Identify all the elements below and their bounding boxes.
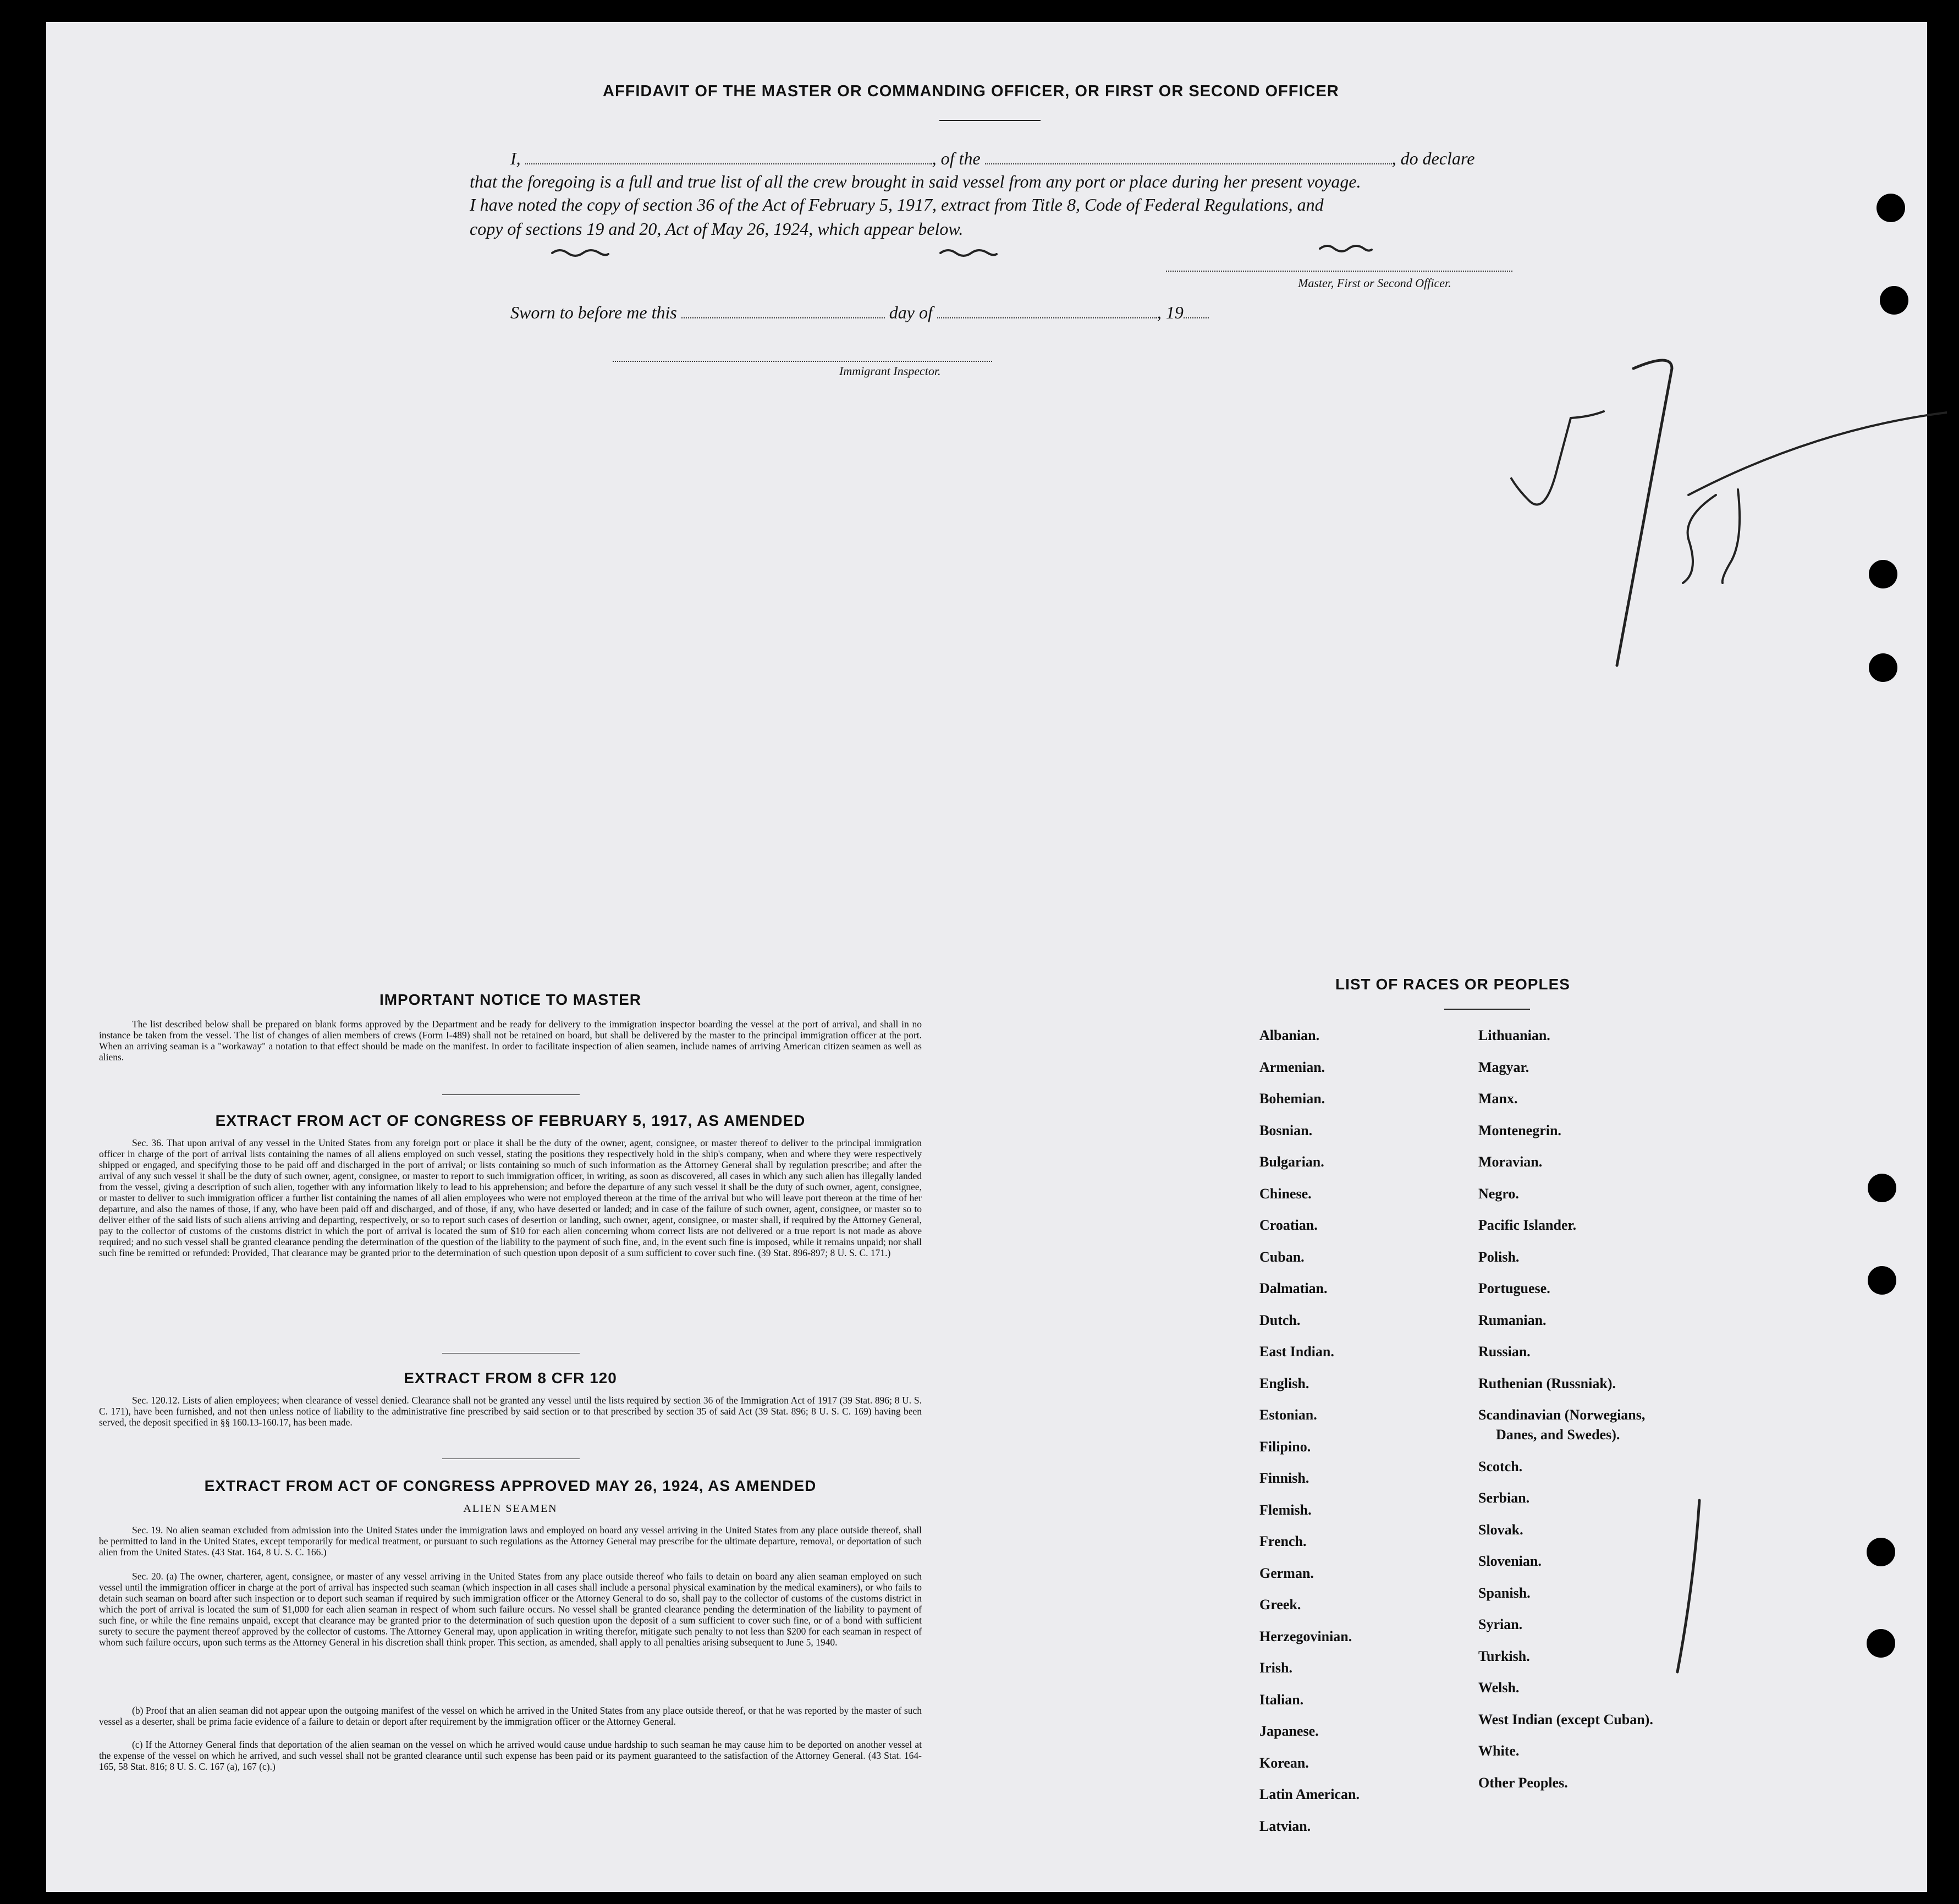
signature-mark xyxy=(1318,242,1373,255)
extract-cfr-title: EXTRACT FROM 8 CFR 120 xyxy=(404,1369,617,1386)
race-item: Danes, and Swedes). xyxy=(1496,1427,1620,1443)
race-item: Cuban. xyxy=(1259,1248,1305,1265)
affidavit-line-4: copy of sections 19 and 20, Act of May 26, 1924, which appear below. xyxy=(470,219,964,239)
extract-1917-text: Sec. 36. That upon arrival of any vessel in the United States from any foreign port or place it shall be the duty of the owner, agent, consignee, or master thereof to deliver to the principal immigration officer in charge of the port of arrival lists containing the names of all aliens employed on such vessel, stating the positions they respectively hold in the ship's company, when and where they were respectively shipped or engaged, and specifying those to be paid off and discharged in the port of arrival; or lists containing so much of such information as the Attorney General shall by regulation prescribe; and after the arrival of any such vessel it shall be the duty of such owner, agent, consignee, or master to report to such immigration officer, in writing, as soon as discovered, all cases in which any such alien has illegally landed from the vessel, giving a description of such alien, together with any information likely to lead to his apprehension; and before the departure of any such vessel it shall be the duty of such owner, agent, consignee, or master to deliver to such immigration officer a further list containing the names of all alien employees who were not employed thereon at the time of the arrival but who will leave port thereon at the time of her departure, and also the names of those, if any, who have been paid off and discharged, and of those, if any, who have deserted or landed; and in case of the failure of such owner, agent, consignee, or master so to deliver either of the said lists of such aliens arriving and departing, respectively, or so to report such cases of desertion or landing, such owner, agent, consignee, or master shall, if required by the Attorney General, pay to the collector of customs of the customs district in which the port of arrival is located the sum of $10 for each alien concerning whom correct lists are not delivered or a true report is not made as above required; and no such vessel shall be granted clearance pending the determination of the question of the liability to the payment of such fine, and, in the event such fine is imposed, while it remains unpaid; nor shall such fine be remitted or refunded: Provided, That clearance may be granted prior to the determination of such question upon deposit of a sum sufficient to cover such fine. (39 Stat. 896-897; 8 U. S. C. 171.) xyxy=(99,1137,922,1258)
affidavit-line-3: I have noted the copy of section 36 of the Act of February 5, 1917, extract from Title 8, Code of Federal Regulations, and xyxy=(470,195,1324,214)
race-item: Portuguese. xyxy=(1478,1280,1550,1296)
race-item: Magyar. xyxy=(1478,1059,1529,1075)
binder-hole xyxy=(1880,286,1908,315)
binder-hole xyxy=(1867,1538,1895,1566)
race-item: Dalmatian. xyxy=(1259,1280,1328,1296)
binder-hole xyxy=(1868,1174,1896,1202)
race-item: French. xyxy=(1259,1533,1307,1549)
race-item: Korean. xyxy=(1259,1754,1309,1771)
race-item: German. xyxy=(1259,1565,1314,1581)
handwritten-mark-5-15 xyxy=(1507,352,1947,682)
binder-hole xyxy=(1867,1629,1895,1658)
race-item: Latin American. xyxy=(1259,1786,1360,1802)
declarant-name-field[interactable] xyxy=(525,150,932,164)
affidavit-line-1 xyxy=(510,146,1517,170)
sworn-label: Sworn to before me this xyxy=(510,302,677,322)
extract-1924-sec20c: (c) If the Attorney General finds that deportation of the alien seaman on the vessel on which he arrived would cause undue hardship to such seaman he may cause him to be deported on another vessel at the expense of the vessel on which he arrived, and such vessel shall not be granted clearance until such expense has been paid or its payment guaranteed to the satisfaction of the Attorney General. (43 Stat. 164-165, 58 Stat. 816; 8 U. S. C. 167 (a), 167 (c).) xyxy=(99,1739,922,1772)
race-item: Scotch. xyxy=(1478,1458,1523,1474)
race-item: Slovak. xyxy=(1478,1521,1523,1538)
race-item: Armenian. xyxy=(1259,1059,1325,1075)
extract-cfr-text: Sec. 120.12. Lists of alien employees; when clearance of vessel denied. Clearance shall not be granted any vessel until the lists required by section 36 of the Immigration Act of 1917 (39 Stat. 896; 8 U. S. C. 171), have been furnished, and not then unless notice of liability to the administrative fine prescribed by said section or to that prescribed by section 35 of said Act (39 Stat. 896; 8 U. S. C. 169) having been served, the deposit specified in §§ 160.13-160.17, has been made. xyxy=(99,1395,922,1428)
binder-hole xyxy=(1877,194,1905,222)
sworn-year-field[interactable] xyxy=(1184,304,1209,318)
handwritten-vertical-mark xyxy=(1672,1496,1705,1677)
inspector-label: Immigrant Inspector. xyxy=(839,364,941,378)
race-item: Spanish. xyxy=(1478,1584,1531,1601)
race-item: Other Peoples. xyxy=(1478,1774,1568,1791)
of-the-label: , of the xyxy=(932,148,981,168)
race-item: Welsh. xyxy=(1478,1680,1520,1696)
races-title: LIST OF RACES OR PEOPLES xyxy=(1335,976,1570,993)
race-item: Rumanian. xyxy=(1478,1312,1547,1328)
race-item: English. xyxy=(1259,1375,1309,1391)
year-label: , 19 xyxy=(1157,302,1184,322)
race-item: Serbian. xyxy=(1478,1490,1530,1506)
race-item: Japanese. xyxy=(1259,1723,1319,1739)
race-item: Bosnian. xyxy=(1259,1122,1313,1138)
race-item: Herzegovinian. xyxy=(1259,1628,1352,1644)
race-item: Scandinavian (Norwegians, xyxy=(1478,1407,1646,1423)
race-item: Pacific Islander. xyxy=(1478,1217,1577,1233)
race-item: Bohemian. xyxy=(1259,1091,1325,1107)
race-item: Albanian. xyxy=(1259,1027,1320,1043)
signature-mark xyxy=(938,246,999,260)
race-item: Dutch. xyxy=(1259,1312,1301,1328)
race-item: Manx. xyxy=(1478,1091,1518,1107)
affidavit-line-2: that the foregoing is a full and true list of all the crew brought in said vessel from any port or place during her present voyage. xyxy=(470,172,1361,191)
race-item: Moravian. xyxy=(1478,1154,1543,1170)
race-item: Polish. xyxy=(1478,1248,1520,1265)
race-item: Slovenian. xyxy=(1478,1553,1542,1569)
extract-1924-sec19: Sec. 19. No alien seaman excluded from admission into the United States under the immigration laws and employed on board any vessel arriving in the United States from any place outside thereof, shall be permitted to land in the United States, except temporarily for medical treatment, or pursuant to such regulations as the Attorney General may prescribe for the ultimate departure, removal, or deportation of such alien from the United States. (43 Stat. 164, 8 U. S. C. 166.) xyxy=(99,1525,922,1558)
title-underline xyxy=(939,120,1041,121)
race-item: Flemish. xyxy=(1259,1501,1312,1518)
extract-1924-sec20b: (b) Proof that an alien seaman did not appear upon the outgoing manifest of the vessel on which he arrived in the United States from any place outside thereof, or that he was reported by the master of such vessel as a deserter, shall be prima facie evidence of a failure to detain or deport after requirement by the immigration officer or the Attorney General. xyxy=(99,1705,922,1727)
notice-text: The list described below shall be prepared on blank forms approved by the Department and be ready for delivery to the immigration inspector boarding the vessel at the port of arrival, and shall in no instance be taken from the vessel. The list of changes of alien members of crews (Form I-489) shall not be retained on board, but shall be delivered by the master to the principal immigration officer at the port. When an arriving seaman is a "workaway" a notation to that effect should be made on the manifest. In order to facilitate inspection of alien seamen, include names of arriving American citizen seamen as well as aliens. xyxy=(99,1019,922,1063)
race-item: Montenegrin. xyxy=(1478,1122,1561,1138)
race-item: Chinese. xyxy=(1259,1185,1312,1202)
do-declare-label: , do declare xyxy=(1391,148,1475,168)
race-item: Turkish. xyxy=(1478,1648,1530,1664)
race-item: Filipino. xyxy=(1259,1438,1311,1455)
races-title-underline xyxy=(1444,1009,1530,1010)
race-item: Bulgarian. xyxy=(1259,1154,1324,1170)
race-item: Greek. xyxy=(1259,1597,1301,1613)
race-item: White. xyxy=(1478,1743,1520,1759)
declarant-prefix: I, xyxy=(510,148,521,168)
day-of-label: day of xyxy=(889,302,933,322)
signature-mark xyxy=(550,246,610,260)
race-item: East Indian. xyxy=(1259,1344,1334,1360)
inspector-signature-line[interactable] xyxy=(613,361,992,362)
binder-hole xyxy=(1868,1266,1896,1295)
race-item: Irish. xyxy=(1259,1660,1292,1676)
race-item: Lithuanian. xyxy=(1478,1027,1550,1043)
race-item: West Indian (except Cuban). xyxy=(1478,1711,1653,1727)
extract-1924-subtitle: ALIEN SEAMEN xyxy=(463,1503,558,1515)
notice-title: IMPORTANT NOTICE TO MASTER xyxy=(379,991,642,1008)
vessel-name-field[interactable] xyxy=(985,150,1392,164)
race-item: Negro. xyxy=(1478,1185,1519,1202)
race-item: Russian. xyxy=(1478,1344,1531,1360)
race-item: Finnish. xyxy=(1259,1470,1309,1486)
race-item: Croatian. xyxy=(1259,1217,1318,1233)
extract-1924-sec20a: Sec. 20. (a) The owner, charterer, agent, consignee, or master of any vessel arriving in the United States from any place outside thereof who fails to detain on board any alien seaman employed on such vessel until the immigration officer in charge at the port of arrival has inspected such seaman (which inspection in all cases shall include a personal physical examination by the medical examiners), or who fails to detain such seaman on board after such inspection or to deport such seaman if required by such immigration officer or the Attorney General to do so, shall pay to the collector of customs of the customs district in which the port of arrival is located the sum of $1,000 for each alien seaman in respect of whom such failure occurs. No vessel shall be granted clearance pending the determination of the liability to payment of such fine, or while the fine remains unpaid, except that clearance may be granted prior to the determination of such question upon the deposit of a sum sufficient to cover such fine, or of a bond with sufficient surety to secure the payment thereof approved by the collector of customs. The Attorney General may, upon application in writing therefor, mitigate such penalty to not less than $200 for each seaman in respect of whom such failure occurs, upon such terms as the Attorney General in his discretion shall think proper. This section, as amended, shall apply to all penalties arising subsequent to June 5, 1940. xyxy=(99,1571,922,1648)
sworn-day-field[interactable] xyxy=(681,304,885,318)
race-item: Latvian. xyxy=(1259,1818,1311,1834)
race-item: Italian. xyxy=(1259,1691,1304,1708)
extract-1917-title: EXTRACT FROM ACT OF CONGRESS OF FEBRUARY 5, 1917, AS AMENDED xyxy=(215,1112,806,1129)
sworn-line xyxy=(510,300,1335,324)
master-signature-line[interactable] xyxy=(1166,271,1512,272)
section-divider xyxy=(442,1094,580,1095)
race-item: Syrian. xyxy=(1478,1616,1523,1632)
sworn-month-field[interactable] xyxy=(937,304,1157,318)
race-item: Estonian. xyxy=(1259,1407,1317,1423)
master-signature-label: Master, First or Second Officer. xyxy=(1298,276,1451,290)
extract-1924-title: EXTRACT FROM ACT OF CONGRESS APPROVED MAY 26, 1924, AS AMENDED xyxy=(204,1477,817,1494)
affidavit-title: AFFIDAVIT OF THE MASTER OR COMMANDING OFFICER, OR FIRST OR SECOND OFFICER xyxy=(603,82,1339,100)
race-item: Ruthenian (Russniak). xyxy=(1478,1375,1616,1391)
